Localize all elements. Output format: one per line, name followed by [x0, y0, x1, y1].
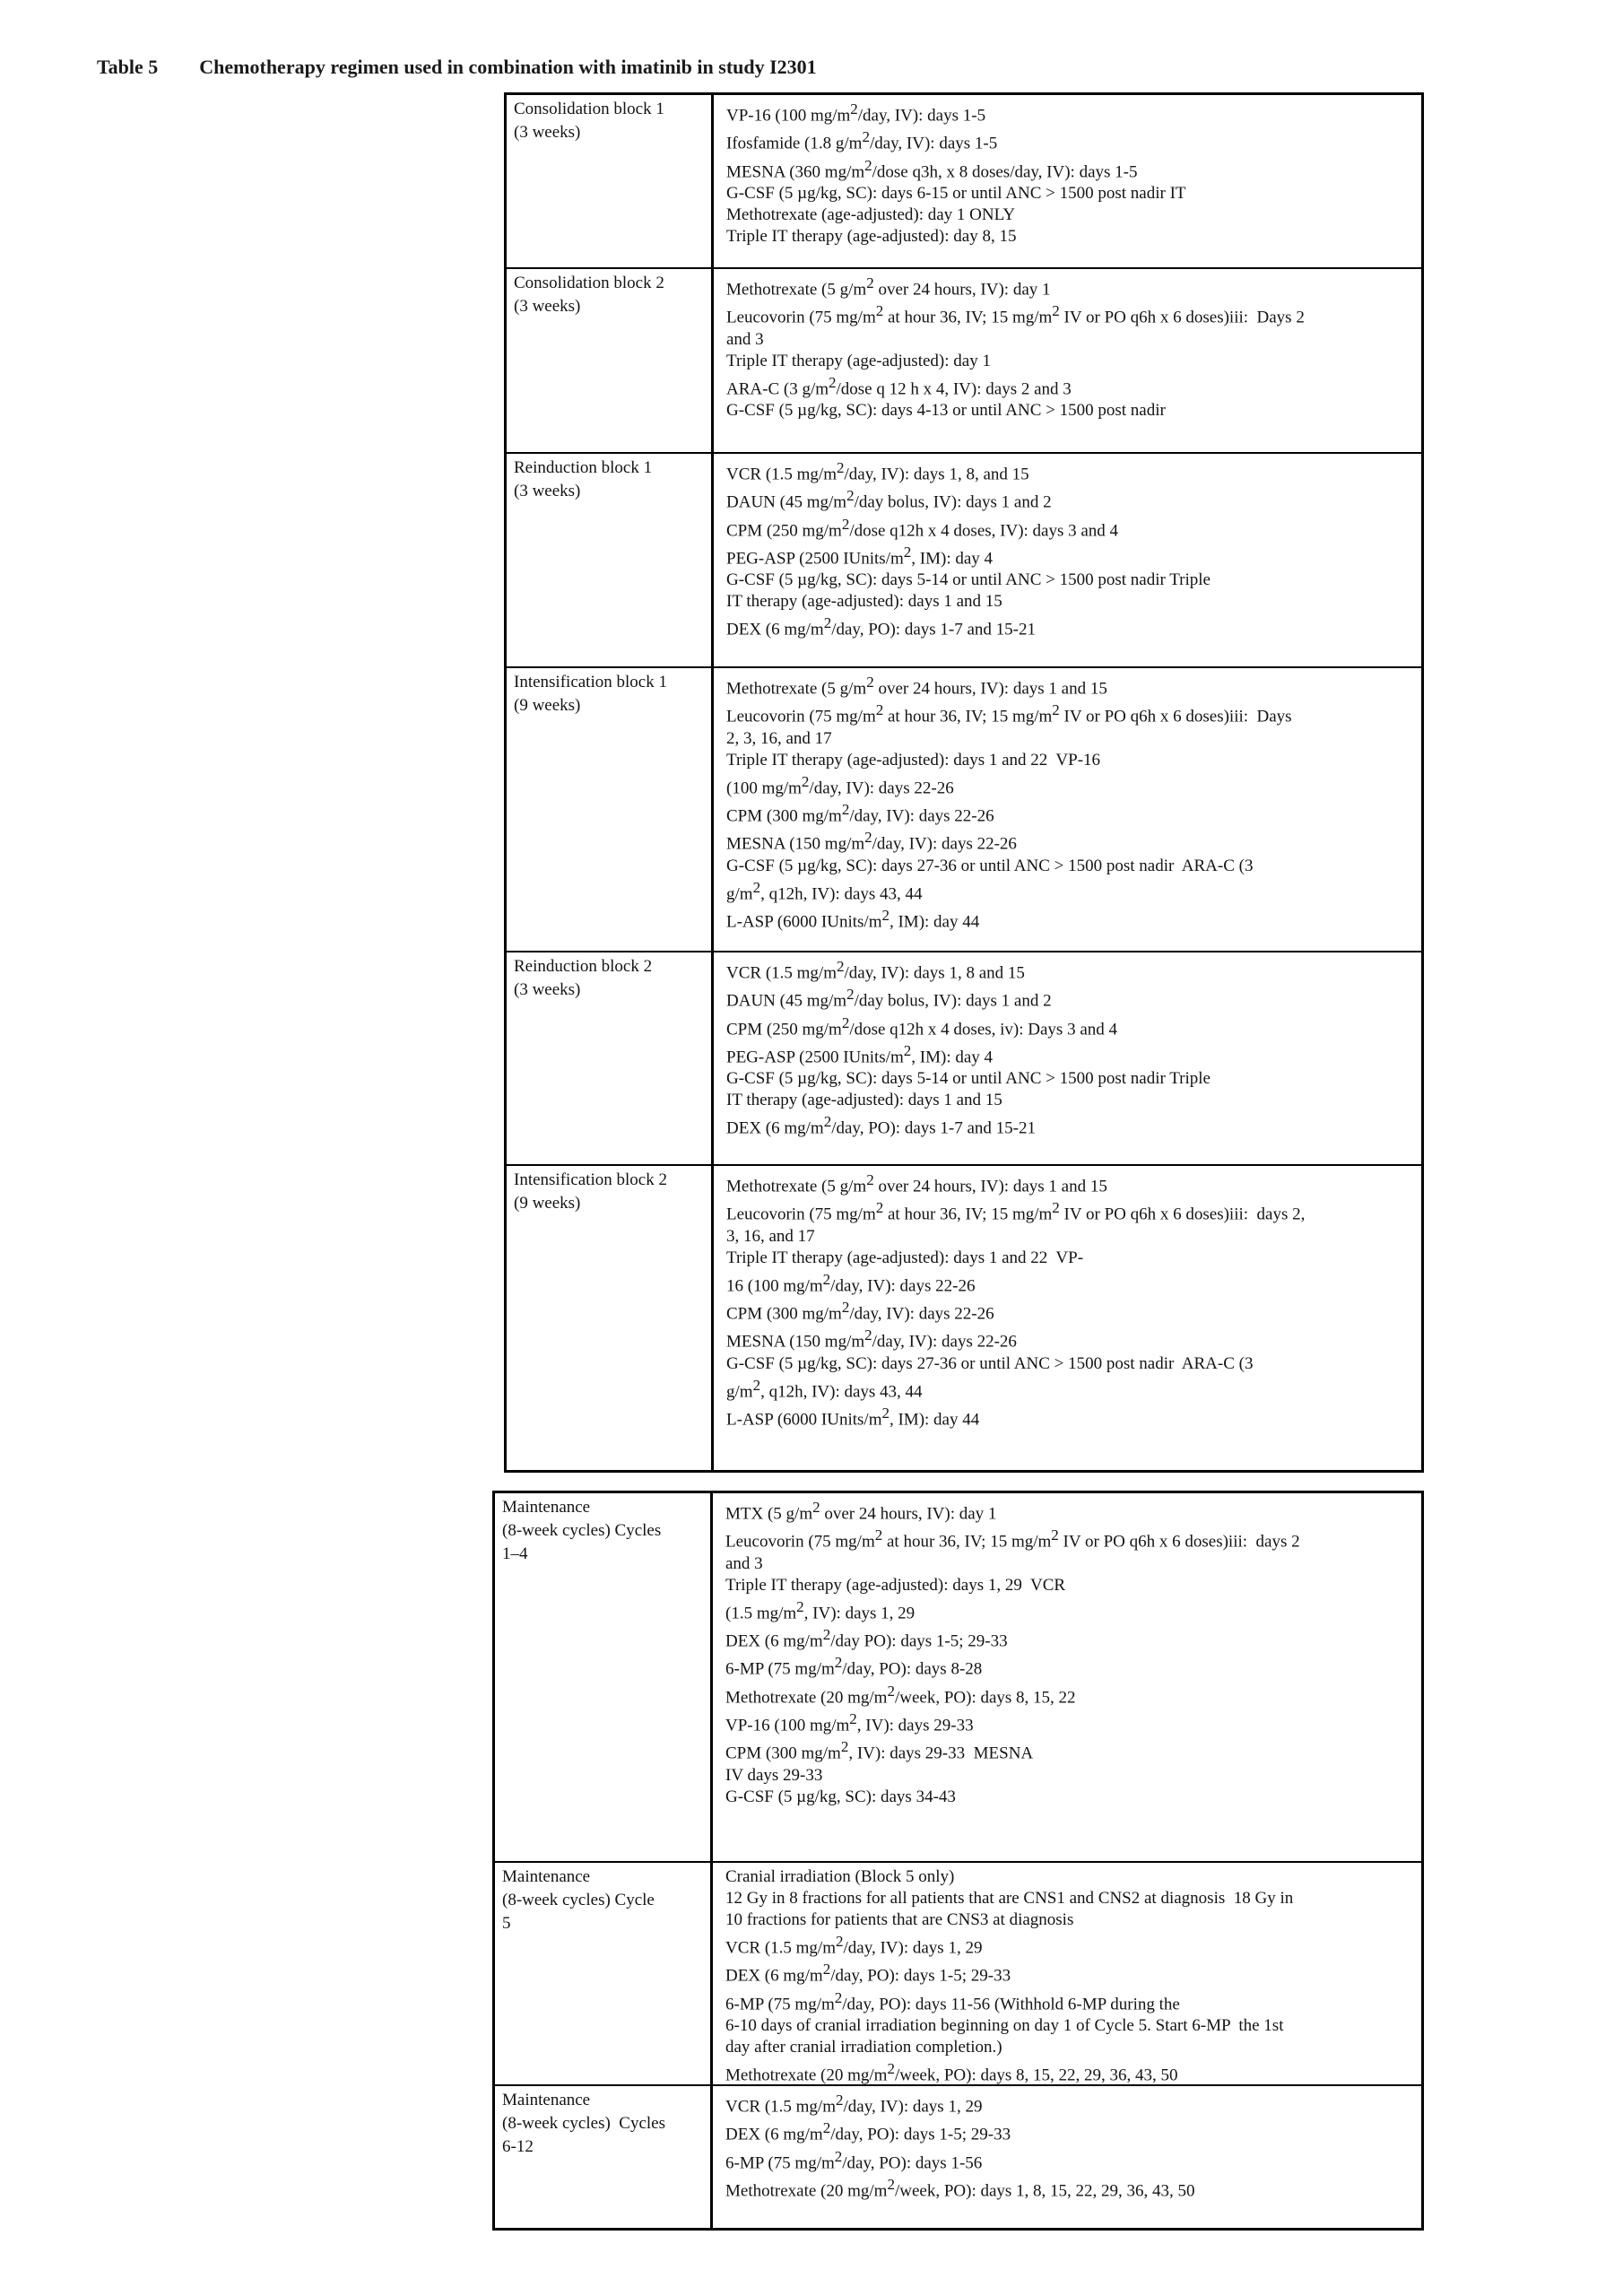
regimen-line: Triple IT therapy (age-adjusted): day 8, 15 [726, 226, 1017, 246]
superscript-2: 2 [864, 156, 872, 174]
superscript-2: 2 [903, 543, 912, 561]
block-label-line: Maintenance [502, 2091, 591, 2109]
block-label-line: (3 weeks) [514, 980, 581, 999]
regimen-cell [714, 952, 1421, 1164]
superscript-2: 2 [864, 1326, 872, 1344]
superscript-2: 2 [841, 1013, 850, 1031]
regimen-line: DAUN (45 $mg/m^2$/day bolus, IV): days 1 and 2 [726, 487, 1052, 512]
regimen-line: MESNA (360 $mg/m^2$/dose q3h, x 8 doses/day, IV): days 1-5 [726, 156, 1138, 181]
superscript-2: 2 [796, 1597, 804, 1615]
superscript-2: 2 [836, 958, 845, 975]
superscript-2: 2 [836, 459, 845, 476]
block-label-line: (9 weeks) [514, 696, 581, 715]
superscript-2: 2 [841, 1298, 850, 1316]
superscript-2: 2 [903, 1041, 912, 1059]
regimen-cell [714, 95, 1421, 267]
superscript-2: 2 [834, 2147, 843, 2165]
superscript-2: 2 [823, 1113, 832, 1131]
regimen-line: DEX (6 $mg/m^2$/day, PO): days 1-7 and 15-21 [726, 1113, 1037, 1138]
superscript-2: 2 [835, 1933, 844, 1950]
regimen-line: Triple IT therapy (age-adjusted): days 1, 29 VCR [725, 1575, 1066, 1595]
regimen-line: DAUN (45 $mg/m^2$/day bolus, IV): days 1 and 2 [726, 986, 1052, 1011]
block-name-cell [495, 1863, 713, 2084]
block-name-cell [507, 454, 714, 666]
table-row [507, 267, 1421, 452]
regimen-cell [714, 668, 1421, 951]
table-row [495, 1493, 1421, 1861]
regimen-line: 10 fractions for patients that are CNS3 at diagnosis [725, 1910, 1074, 1929]
regimen-line: and 3 [726, 329, 764, 349]
table-caption-number: Table 5 [97, 56, 159, 78]
superscript-2: 2 [812, 1499, 820, 1516]
block-label-line: Consolidation block 1 [514, 100, 664, 118]
regimen-line: DEX (6 $mg/m^2$/day, PO): days 1-7 and 15-21 [726, 614, 1037, 639]
block-label-line: (8-week cycles) Cycles [502, 2114, 666, 2133]
regimen-line: Methotrexate (age-adjusted): day 1 ONLY [726, 204, 1016, 224]
regimen-cell [713, 1863, 1421, 2084]
table-caption-text: Chemotherapy regimen used in combination with imatinib in study I2301 [199, 56, 817, 78]
superscript-2: 2 [875, 302, 884, 320]
block-label-line: Intensification block 2 [514, 1170, 667, 1189]
regimen-line: G-CSF (5 µg/kg, SC): days 5-14 or until ANC > 1500 post nadir Triple [726, 1069, 1211, 1089]
regimen-line: VP-16 (100 $mg/m^2$, IV): days 29-33 [725, 1709, 974, 1735]
superscript-2: 2 [881, 1404, 890, 1422]
regimen-line: 12 Gy in 8 fractions for all patients that are CNS1 and CNS2 at diagnosis 18 Gy in [725, 1889, 1294, 1908]
superscript-2: 2 [881, 906, 890, 924]
superscript-2: 2 [822, 1270, 831, 1288]
superscript-2: 2 [849, 1709, 857, 1727]
superscript-2: 2 [846, 986, 855, 1004]
regimen-line: CPM (300 $mg/m^2$/day, IV): days 22-26 [726, 1298, 994, 1324]
regimen-line: L-ASP (6000 IUnits/$m^2$, IM): day 44 [726, 906, 980, 932]
regimen-line: Methotrexate (20 $mg/m^2$/week, PO): days 8, 15, 22, 29, 36, 43, 50 [725, 2059, 1178, 2084]
regimen-line: PEG-ASP (2500 IUnits/$m^2$, IM): day 4 [726, 543, 994, 569]
regimen-line: PEG-ASP (2500 IUnits/$m^2$, IM): day 4 [726, 1041, 994, 1067]
regimen-line: VCR (1.5 $mg/m^2$/day, IV): days 1, 8 and 15 [726, 958, 1025, 983]
table-caption [97, 56, 817, 79]
superscript-2: 2 [862, 128, 870, 146]
superscript-2: 2 [866, 1171, 874, 1188]
block-label-line: Reinduction block 2 [514, 957, 653, 976]
regimen-line: Leucovorin (75 $mg/m^2$ at hour 36, IV; 15 $mg/m^2$ IV or PO q6h x 6 doses)iii: Days [726, 701, 1292, 726]
superscript-2: 2 [752, 1376, 761, 1394]
block-name-cell [507, 95, 714, 267]
regimen-line: (1.5 $mg/m^2$, IV): days 1, 29 [725, 1597, 916, 1622]
superscript-2: 2 [801, 772, 810, 790]
regimen-line: Methotrexate (5 $g/m^2$ over 24 hours, IV): days 1 and 15 [726, 1171, 1107, 1196]
superscript-2: 2 [874, 1526, 883, 1544]
table-row [507, 951, 1421, 1164]
superscript-2: 2 [835, 2092, 844, 2109]
superscript-2: 2 [841, 800, 850, 818]
table-row [495, 1861, 1421, 2084]
regimen-cell [713, 2086, 1421, 2228]
regimen-line: DEX (6 $mg/m^2$/day PO): days 1-5; 29-33 [725, 1625, 1008, 1651]
superscript-2: 2 [822, 1625, 831, 1643]
regimen-line: Methotrexate (20 $mg/m^2$/week, PO): days 1, 8, 15, 22, 29, 36, 43, 50 [725, 2175, 1195, 2201]
regimen-line: Leucovorin (75 $mg/m^2$ at hour 36, IV; 15 $mg/m^2$ IV or PO q6h x 6 doses)iii: Days 2 [726, 302, 1305, 327]
superscript-2: 2 [829, 373, 837, 391]
block-label-line: Intensification block 1 [514, 673, 667, 691]
regimen-line: G-CSF (5 µg/kg, SC): days 5-14 or until ANC > 1500 post nadir Triple [726, 570, 1211, 590]
regimen-line: G-CSF (5 µg/kg, SC): days 4-13 or until ANC > 1500 post nadir [726, 400, 1166, 420]
superscript-2: 2 [841, 515, 850, 533]
superscript-2: 2 [875, 1199, 884, 1217]
regimen-line: VCR (1.5 $mg/m^2$/day, IV): days 1, 8, and 15 [726, 459, 1029, 484]
superscript-2: 2 [1051, 1526, 1059, 1544]
block-name-cell [495, 1493, 713, 1861]
superscript-2: 2 [822, 2119, 831, 2137]
regimen-line: 6-MP (75 $mg/m^2$/day, PO): days 1-56 [725, 2147, 983, 2172]
regimen-line: VCR (1.5 $mg/m^2$/day, IV): days 1, 29 [725, 2092, 983, 2117]
superscript-2: 2 [866, 674, 874, 691]
superscript-2: 2 [887, 1682, 895, 1700]
regimen-line: Methotrexate (5 $g/m^2$ over 24 hours, IV): day 1 [726, 274, 1051, 300]
block-label-line: (3 weeks) [514, 123, 581, 142]
block-label-line: Consolidation block 2 [514, 274, 664, 292]
superscript-2: 2 [864, 829, 872, 847]
block-name-cell [507, 1166, 714, 1470]
regimen-line: 6-MP (75 $mg/m^2$/day, PO): days 11-56 (Withhold 6-MP during the [725, 1988, 1180, 2013]
block-name-cell [495, 2086, 713, 2228]
block-label-line: (3 weeks) [514, 482, 581, 500]
block-label-line: (9 weeks) [514, 1194, 581, 1213]
regimen-line: (100 $mg/m^2$/day, IV): days 22-26 [726, 772, 954, 797]
superscript-2: 2 [866, 274, 874, 291]
regimen-line: CPM (250 $mg/m^2$/dose q12h x 4 doses, iv): Days 3 and 4 [726, 1013, 1118, 1039]
block-name-cell [507, 269, 714, 452]
regimen-line: Ifosfamide (1.8 $g/m^2$/day, IV): days 1-5 [726, 128, 998, 153]
regimen-line: Triple IT therapy (age-adjusted): days 1 and 22 VP- [726, 1248, 1084, 1267]
regimen-cell [714, 454, 1421, 666]
block-name-cell [507, 668, 714, 951]
regimen-line: G-CSF (5 µg/kg, SC): days 27-36 or until ANC > 1500 post nadir ARA-C (3 [726, 856, 1254, 875]
regimen-line: Triple IT therapy (age-adjusted): days 1 and 22 VP-16 [726, 750, 1101, 770]
regimen-line: VCR (1.5 $mg/m^2$/day, IV): days 1, 29 [725, 1933, 983, 1958]
regimen-line: Methotrexate (20 $mg/m^2$/week, PO): days 8, 15, 22 [725, 1682, 1076, 1707]
regimen-line: MTX (5 $g/m^2$ over 24 hours, IV): day 1 [725, 1499, 997, 1524]
superscript-2: 2 [834, 1988, 843, 2006]
superscript-2: 2 [1052, 302, 1060, 320]
regimen-line: CPM (250 $mg/m^2$/dose q12h x 4 doses, IV): days 3 and 4 [726, 515, 1119, 540]
table-row [507, 95, 1421, 267]
regimen-line: 3, 16, and 17 [726, 1226, 815, 1246]
regimen-line: CPM (300 $mg/m^2$/day, IV): days 22-26 [726, 800, 994, 826]
superscript-2: 2 [875, 701, 884, 719]
block-label-line: (8-week cycles) Cycle [502, 1891, 655, 1909]
table-row [507, 666, 1421, 951]
regimen-line: CPM (300 $mg/m^2$, IV): days 29-33 MESNA [725, 1738, 1034, 1763]
chemotherapy-regimen-table-upper [504, 92, 1424, 1473]
block-label-line: Reinduction block 1 [514, 458, 653, 477]
block-label-line: Maintenance [502, 1867, 591, 1886]
regimen-line: 2, 3, 16, and 17 [726, 728, 832, 748]
superscript-2: 2 [822, 1961, 831, 1979]
regimen-line: DEX (6 $mg/m^2$/day, PO): days 1-5; 29-33 [725, 1961, 1011, 1986]
regimen-line: L-ASP (6000 IUnits/$m^2$, IM): day 44 [726, 1404, 980, 1430]
regimen-line: and 3 [725, 1553, 763, 1573]
regimen-line: DEX (6 $mg/m^2$/day, PO): days 1-5; 29-33 [725, 2119, 1011, 2144]
block-label-line: 1–4 [502, 1544, 528, 1563]
regimen-line: IT therapy (age-adjusted): days 1 and 15 [726, 1091, 1002, 1110]
regimen-line: $g/m^2$, q12h, IV): days 43, 44 [726, 878, 923, 903]
superscript-2: 2 [1052, 701, 1060, 719]
regimen-line: Leucovorin (75 $mg/m^2$ at hour 36, IV; 15 $mg/m^2$ IV or PO q6h x 6 doses)iii: days 2, [726, 1199, 1306, 1224]
block-label-line: 5 [502, 1914, 511, 1933]
regimen-line: Triple IT therapy (age-adjusted): day 1 [726, 351, 991, 370]
regimen-line: Methotrexate (5 $g/m^2$ over 24 hours, IV): days 1 and 15 [726, 674, 1107, 699]
regimen-line: IV days 29-33 [725, 1765, 823, 1785]
regimen-cell [714, 1166, 1421, 1470]
block-label-line: 6-12 [502, 2137, 534, 2156]
regimen-line: G-CSF (5 µg/kg, SC): days 6-15 or until ANC > 1500 post nadir IT [726, 183, 1186, 203]
regimen-line: G-CSF (5 µg/kg, SC): days 34-43 [725, 1787, 956, 1806]
table-row [495, 2084, 1421, 2228]
regimen-line: MESNA (150 $mg/m^2$/day, IV): days 22-26 [726, 829, 1017, 854]
superscript-2: 2 [834, 1654, 843, 1672]
block-name-cell [507, 952, 714, 1164]
regimen-line: 16 (100 $mg/m^2$/day, IV): days 22-26 [726, 1270, 976, 1295]
regimen-line: $g/m^2$, q12h, IV): days 43, 44 [726, 1376, 923, 1401]
superscript-2: 2 [1052, 1199, 1060, 1217]
superscript-2: 2 [846, 487, 855, 505]
regimen-cell [714, 269, 1421, 452]
table-row [507, 1164, 1421, 1470]
block-label-line: Maintenance [502, 1498, 591, 1517]
block-label-line: (3 weeks) [514, 297, 581, 316]
regimen-line: 6-MP (75 $mg/m^2$/day, PO): days 8-28 [725, 1654, 983, 1679]
block-label-line: (8-week cycles) Cycles [502, 1521, 662, 1540]
regimen-line: ARA-C (3 $g/m^2$/dose q 12 h x 4, IV): days 2 and 3 [726, 373, 1072, 398]
table-row [507, 452, 1421, 666]
regimen-line: Cranial irradiation (Block 5 only) [725, 1867, 955, 1886]
regimen-cell [713, 1493, 1421, 1861]
chemotherapy-regimen-table-lower [492, 1491, 1424, 2231]
superscript-2: 2 [887, 2059, 895, 2077]
regimen-line: MESNA (150 $mg/m^2$/day, IV): days 22-26 [726, 1326, 1017, 1352]
regimen-line: G-CSF (5 µg/kg, SC): days 27-36 or until ANC > 1500 post nadir ARA-C (3 [726, 1353, 1254, 1373]
regimen-line: day after cranial irradiation completion.) [725, 2037, 1002, 2057]
superscript-2: 2 [887, 2175, 895, 2193]
superscript-2: 2 [840, 1738, 849, 1756]
regimen-line: Leucovorin (75 $mg/m^2$ at hour 36, IV; 15 $mg/m^2$ IV or PO q6h x 6 doses)iii: days 2 [725, 1526, 1300, 1552]
superscript-2: 2 [752, 878, 761, 896]
superscript-2: 2 [823, 614, 832, 632]
regimen-line: VP-16 (100 $mg/m^2$/day, IV): days 1-5 [726, 100, 986, 126]
superscript-2: 2 [850, 100, 858, 117]
regimen-line: 6-10 days of cranial irradiation beginning on day 1 of Cycle 5. Start 6-MP the 1st [725, 2015, 1284, 2035]
regimen-line: IT therapy (age-adjusted): days 1 and 15 [726, 592, 1002, 612]
